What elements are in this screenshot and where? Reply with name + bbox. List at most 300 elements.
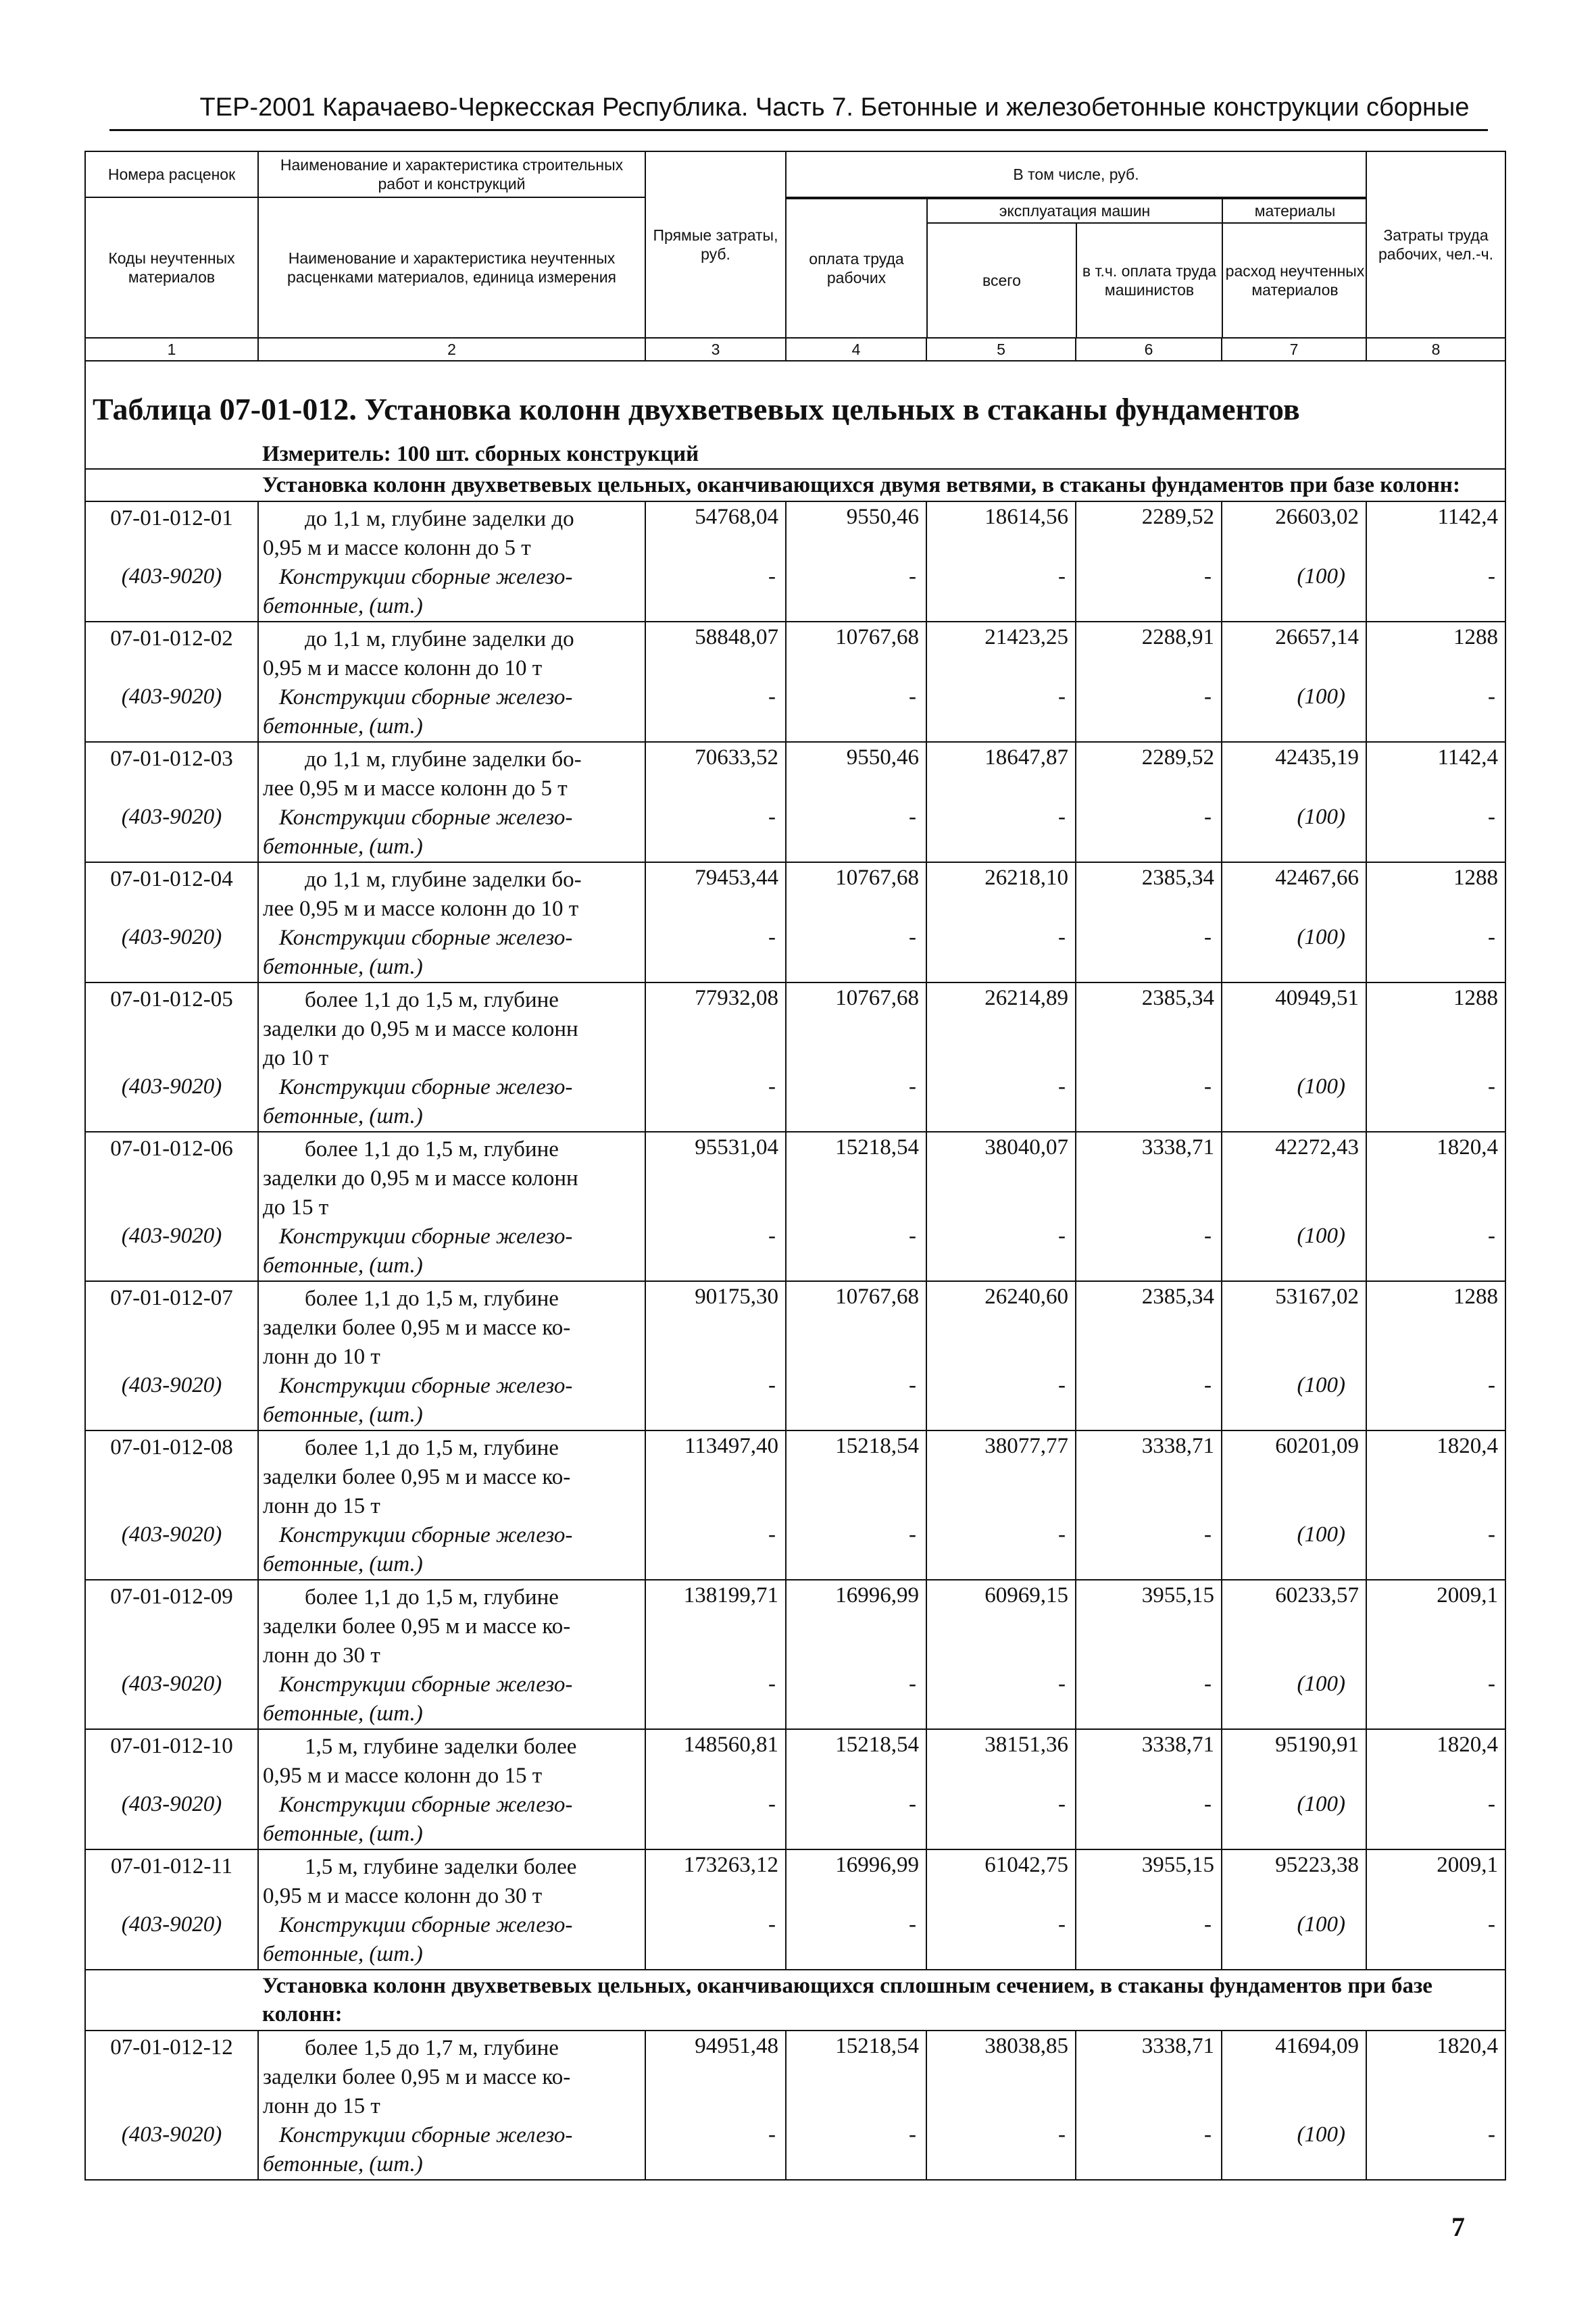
rate-description-line: 0,95 м и массе колонн до 10 т <box>263 656 543 681</box>
rate-description-line: до 10 т <box>263 1046 329 1071</box>
material-consumption: (100) <box>1222 1073 1366 1132</box>
rate-description-line: более 1,1 до 1,5 м, глубине <box>305 1287 559 1312</box>
material-description-line: бетонные, (шт.) <box>263 1253 423 1278</box>
labor-pay: 10767,68 <box>786 622 926 683</box>
direct-cost: 70633,52 <box>645 742 786 803</box>
material-row <box>85 924 1505 982</box>
rate-description <box>258 862 645 924</box>
rates-table <box>84 362 1506 2181</box>
machine-cost: 26214,89 <box>926 982 1076 1073</box>
header-rate-numbers: Номера расценок <box>85 151 258 197</box>
material-description-line: бетонные, (шт.) <box>263 1552 423 1577</box>
material-consumption: (100) <box>1222 2121 1366 2180</box>
machine-cost-dash: - <box>926 2121 1076 2180</box>
machine-cost: 18614,56 <box>926 501 1076 563</box>
direct-cost: 173263,12 <box>645 1849 786 1911</box>
rate-description <box>258 1849 645 1911</box>
material-description-line: бетонные, (шт.) <box>263 714 423 739</box>
material-row <box>85 1911 1505 1970</box>
material-description <box>258 1222 645 1281</box>
labor-pay: 15218,54 <box>786 1132 926 1222</box>
material-row <box>85 1073 1505 1132</box>
header-labor-pay: оплата труда рабочих <box>787 199 927 337</box>
rate-row <box>85 862 1505 924</box>
material-code: (403-9020) <box>85 563 258 622</box>
rate-code: 07-01-012-09 <box>85 1580 258 1670</box>
rate-row <box>85 982 1505 1073</box>
rate-description-line: заделки до 0,95 м и массе колонн <box>263 1017 578 1042</box>
labor-hours-dash: - <box>1366 924 1505 982</box>
direct-cost-dash: - <box>645 803 786 862</box>
labor-pay-dash: - <box>786 1521 926 1580</box>
labor-pay-dash: - <box>786 2121 926 2180</box>
machinist-pay: 3338,71 <box>1076 1430 1222 1521</box>
header-material-name: Наименование и характеристика неучтенных расценками материалов, единица измерения <box>258 197 645 338</box>
machinist-pay-dash: - <box>1076 924 1222 982</box>
material-description-line: Конструкции сборные железо- <box>279 2123 573 2148</box>
labor-hours-dash: - <box>1366 563 1505 622</box>
group-heading: Установка колонн двухветвевых цельных, оканчивающихся сплошным сечением, в стаканы фундаментов при базе колонн: <box>258 1970 1505 2031</box>
material-cost: 60233,57 <box>1222 1580 1366 1670</box>
labor-hours: 1820,4 <box>1366 1430 1505 1521</box>
machinist-pay: 2289,52 <box>1076 742 1222 803</box>
labor-hours-dash: - <box>1366 1372 1505 1430</box>
material-description-line: Конструкции сборные железо- <box>279 1075 573 1100</box>
labor-hours: 1820,4 <box>1366 2031 1505 2121</box>
material-row <box>85 1372 1505 1430</box>
group-heading-spacer <box>85 469 258 501</box>
rate-description <box>258 742 645 803</box>
rate-code: 07-01-012-01 <box>85 501 258 563</box>
machine-cost-dash: - <box>926 1670 1076 1729</box>
unit-measure: Измеритель: 100 шт. сборных конструкций <box>258 437 1505 469</box>
machinist-pay: 3338,71 <box>1076 1132 1222 1222</box>
header-material-codes: Коды неучтенных материалов <box>85 197 258 338</box>
labor-pay: 9550,46 <box>786 742 926 803</box>
material-description <box>258 683 645 742</box>
material-row <box>85 563 1505 622</box>
machine-cost-dash: - <box>926 1372 1076 1430</box>
rate-description-line: заделки более 0,95 м и массе ко- <box>263 1316 571 1341</box>
col-number-3: 3 <box>645 338 786 361</box>
direct-cost-dash: - <box>645 1073 786 1132</box>
machinist-pay-dash: - <box>1076 803 1222 862</box>
rate-code: 07-01-012-03 <box>85 742 258 803</box>
material-code: (403-9020) <box>85 1791 258 1849</box>
labor-pay: 10767,68 <box>786 862 926 924</box>
machine-cost-dash: - <box>926 1791 1076 1849</box>
material-cost: 40949,51 <box>1222 982 1366 1073</box>
rate-description-line: более 1,1 до 1,5 м, глубине <box>305 1436 559 1461</box>
rate-description <box>258 982 645 1073</box>
rate-row <box>85 1849 1505 1911</box>
labor-pay: 15218,54 <box>786 2031 926 2121</box>
machine-cost-dash: - <box>926 563 1076 622</box>
labor-hours: 2009,1 <box>1366 1849 1505 1911</box>
group-heading-spacer <box>85 1970 258 2031</box>
rate-row <box>85 1281 1505 1372</box>
material-code: (403-9020) <box>85 1521 258 1580</box>
material-row <box>85 1791 1505 1849</box>
machinist-pay: 3338,71 <box>1076 1729 1222 1791</box>
material-description <box>258 2121 645 2180</box>
material-description-line: Конструкции сборные железо- <box>279 1374 573 1399</box>
machinist-pay: 3955,15 <box>1076 1849 1222 1911</box>
col-number-7: 7 <box>1222 338 1366 361</box>
material-description-line: Конструкции сборные железо- <box>279 565 573 590</box>
rate-description-line: заделки более 0,95 м и массе ко- <box>263 2065 571 2090</box>
material-code: (403-9020) <box>85 1911 258 1970</box>
group-heading-row <box>85 469 1505 501</box>
rate-description-line: 0,95 м и массе колонн до 15 т <box>263 1764 543 1789</box>
labor-pay: 16996,99 <box>786 1849 926 1911</box>
machine-cost: 26218,10 <box>926 862 1076 924</box>
machinist-pay: 3338,71 <box>1076 2031 1222 2121</box>
machine-cost: 38077,77 <box>926 1430 1076 1521</box>
labor-hours-dash: - <box>1366 1073 1505 1132</box>
material-cost: 42272,43 <box>1222 1132 1366 1222</box>
rate-row <box>85 1729 1505 1791</box>
rate-description-line: лонн до 30 т <box>263 1643 380 1668</box>
labor-pay: 16996,99 <box>786 1580 926 1670</box>
running-head: ТЕР-2001 Карачаево-Черкесская Республика. Часть 7. Бетонные и железобетонные конструкции сборные <box>199 93 1470 122</box>
material-cost: 26657,14 <box>1222 622 1366 683</box>
material-code: (403-9020) <box>85 1670 258 1729</box>
labor-pay-dash: - <box>786 1670 926 1729</box>
direct-cost: 138199,71 <box>645 1580 786 1670</box>
rate-code: 07-01-012-11 <box>85 1849 258 1911</box>
labor-hours: 1288 <box>1366 982 1505 1073</box>
header-rule <box>109 129 1488 131</box>
direct-cost: 95531,04 <box>645 1132 786 1222</box>
material-code: (403-9020) <box>85 2121 258 2180</box>
material-cost: 95223,38 <box>1222 1849 1366 1911</box>
material-description-line: бетонные, (шт.) <box>263 1822 423 1847</box>
machinist-pay-dash: - <box>1076 2121 1222 2180</box>
header-labor-costs: Затраты труда рабочих, чел.-ч. <box>1366 151 1505 338</box>
rate-description-line: лонн до 15 т <box>263 1494 380 1519</box>
material-code: (403-9020) <box>85 803 258 862</box>
direct-cost-dash: - <box>645 1521 786 1580</box>
rate-description <box>258 622 645 683</box>
header-material-consumption: расход неучтенных материалов <box>1222 223 1367 337</box>
column-header-table <box>84 151 1506 362</box>
material-description-line: бетонные, (шт.) <box>263 1403 423 1428</box>
machinist-pay-dash: - <box>1076 1222 1222 1281</box>
direct-cost: 77932,08 <box>645 982 786 1073</box>
machine-cost: 38038,85 <box>926 2031 1076 2121</box>
machinist-pay: 2385,34 <box>1076 1281 1222 1372</box>
material-consumption: (100) <box>1222 1670 1366 1729</box>
rate-code: 07-01-012-02 <box>85 622 258 683</box>
direct-cost-dash: - <box>645 1670 786 1729</box>
machinist-pay-dash: - <box>1076 1521 1222 1580</box>
labor-pay-dash: - <box>786 1372 926 1430</box>
group-heading: Установка колонн двухветвевых цельных, оканчивающихся двумя ветвями, в стаканы фундаментов при базе колонн: <box>258 469 1505 501</box>
rate-code: 07-01-012-04 <box>85 862 258 924</box>
rate-code: 07-01-012-06 <box>85 1132 258 1222</box>
material-consumption: (100) <box>1222 1222 1366 1281</box>
col-number-8: 8 <box>1366 338 1505 361</box>
col-number-4: 4 <box>786 338 926 361</box>
labor-pay-dash: - <box>786 563 926 622</box>
material-consumption: (100) <box>1222 1791 1366 1849</box>
machine-cost-dash: - <box>926 1222 1076 1281</box>
material-cost: 60201,09 <box>1222 1430 1366 1521</box>
rate-description-line: до 15 т <box>263 1195 329 1220</box>
machinist-pay: 3955,15 <box>1076 1580 1222 1670</box>
material-description <box>258 924 645 982</box>
material-description-line: бетонные, (шт.) <box>263 2152 423 2177</box>
material-consumption: (100) <box>1222 563 1366 622</box>
rate-row <box>85 1132 1505 1222</box>
machine-cost: 26240,60 <box>926 1281 1076 1372</box>
material-cost: 26603,02 <box>1222 501 1366 563</box>
rate-description-line: 1,5 м, глубине заделки более <box>305 1735 577 1760</box>
direct-cost-dash: - <box>645 563 786 622</box>
group-heading-row <box>85 1970 1505 2031</box>
labor-hours-dash: - <box>1366 1222 1505 1281</box>
machinist-pay: 2289,52 <box>1076 501 1222 563</box>
material-description <box>258 1911 645 1970</box>
labor-hours: 1820,4 <box>1366 1729 1505 1791</box>
material-description-line: бетонные, (шт.) <box>263 1942 423 1967</box>
rate-description <box>258 2031 645 2121</box>
labor-hours-dash: - <box>1366 1791 1505 1849</box>
direct-cost: 58848,07 <box>645 622 786 683</box>
machine-cost-dash: - <box>926 683 1076 742</box>
machine-cost-dash: - <box>926 803 1076 862</box>
rate-description-line: до 1,1 м, глубине заделки бо- <box>305 747 582 772</box>
labor-hours: 1288 <box>1366 622 1505 683</box>
rate-description-line: лее 0,95 м и массе колонн до 5 т <box>263 776 568 801</box>
material-description <box>258 803 645 862</box>
labor-pay: 15218,54 <box>786 1430 926 1521</box>
material-consumption: (100) <box>1222 683 1366 742</box>
material-description-line: Конструкции сборные железо- <box>279 1672 573 1697</box>
labor-pay-dash: - <box>786 1073 926 1132</box>
rate-description-line: более 1,1 до 1,5 м, глубине <box>305 1585 559 1610</box>
rate-code: 07-01-012-12 <box>85 2031 258 2121</box>
header-machinist-pay: в т.ч. оплата труда машинистов <box>1076 223 1222 337</box>
material-row <box>85 1670 1505 1729</box>
header-work-name: Наименование и характеристика строительных работ и конструкций <box>258 151 645 197</box>
labor-hours: 1820,4 <box>1366 1132 1505 1222</box>
material-description-line: Конструкции сборные железо- <box>279 1793 573 1818</box>
rate-row <box>85 742 1505 803</box>
material-code: (403-9020) <box>85 1222 258 1281</box>
material-description <box>258 1372 645 1430</box>
rate-description-line: лонн до 10 т <box>263 1345 380 1370</box>
rate-row <box>85 622 1505 683</box>
material-description-line: Конструкции сборные железо- <box>279 685 573 710</box>
rate-description-line: 1,5 м, глубине заделки более <box>305 1855 577 1880</box>
material-code: (403-9020) <box>85 1073 258 1132</box>
direct-cost: 94951,48 <box>645 2031 786 2121</box>
rate-description-line: 0,95 м и массе колонн до 5 т <box>263 536 531 561</box>
machinist-pay: 2385,34 <box>1076 862 1222 924</box>
machinist-pay-dash: - <box>1076 1073 1222 1132</box>
direct-cost: 113497,40 <box>645 1430 786 1521</box>
material-description-line: бетонные, (шт.) <box>263 1701 423 1726</box>
labor-hours-dash: - <box>1366 2121 1505 2180</box>
material-code: (403-9020) <box>85 1372 258 1430</box>
machine-cost-dash: - <box>926 924 1076 982</box>
labor-pay: 10767,68 <box>786 1281 926 1372</box>
col-number-6: 6 <box>1076 338 1222 361</box>
material-description <box>258 1073 645 1132</box>
material-description <box>258 1521 645 1580</box>
machine-cost: 60969,15 <box>926 1580 1076 1670</box>
rate-description-line: заделки более 0,95 м и массе ко- <box>263 1614 571 1639</box>
material-consumption: (100) <box>1222 1372 1366 1430</box>
rate-description-line: заделки более 0,95 м и массе ко- <box>263 1465 571 1490</box>
material-cost: 41694,09 <box>1222 2031 1366 2121</box>
header-subtable <box>787 198 1367 337</box>
labor-hours-dash: - <box>1366 683 1505 742</box>
rates-document <box>84 151 1505 2181</box>
rate-description <box>258 1729 645 1791</box>
material-consumption: (100) <box>1222 924 1366 982</box>
machinist-pay-dash: - <box>1076 683 1222 742</box>
direct-cost: 90175,30 <box>645 1281 786 1372</box>
col-number-1: 1 <box>85 338 258 361</box>
labor-pay-dash: - <box>786 683 926 742</box>
labor-pay: 15218,54 <box>786 1729 926 1791</box>
labor-hours: 1142,4 <box>1366 742 1505 803</box>
material-consumption: (100) <box>1222 803 1366 862</box>
header-materials: материалы <box>1222 199 1367 223</box>
labor-hours-dash: - <box>1366 1670 1505 1729</box>
machine-cost-dash: - <box>926 1073 1076 1132</box>
material-cost: 42467,66 <box>1222 862 1366 924</box>
machine-cost: 21423,25 <box>926 622 1076 683</box>
table-title: Таблица 07-01-012. Установка колонн двухветвевых цельных в стаканы фундаментов <box>85 362 1505 437</box>
rate-description <box>258 501 645 563</box>
machine-cost: 38151,36 <box>926 1729 1076 1791</box>
material-description-line: бетонные, (шт.) <box>263 955 423 980</box>
rate-code: 07-01-012-10 <box>85 1729 258 1791</box>
machine-cost-dash: - <box>926 1521 1076 1580</box>
material-consumption: (100) <box>1222 1521 1366 1580</box>
material-description <box>258 1791 645 1849</box>
rate-description-line: 0,95 м и массе колонн до 30 т <box>263 1884 543 1909</box>
labor-hours: 2009,1 <box>1366 1580 1505 1670</box>
rate-row <box>85 1430 1505 1521</box>
material-row <box>85 1222 1505 1281</box>
rate-description-line: заделки до 0,95 м и массе колонн <box>263 1166 578 1191</box>
direct-cost-dash: - <box>645 1372 786 1430</box>
material-description-line: Конструкции сборные железо- <box>279 1224 573 1249</box>
rate-description-line: более 1,1 до 1,5 м, глубине <box>305 988 559 1013</box>
material-row <box>85 1521 1505 1580</box>
rate-description-line: более 1,1 до 1,5 м, глубине <box>305 1137 559 1162</box>
labor-pay-dash: - <box>786 1791 926 1849</box>
labor-pay-dash: - <box>786 1911 926 1970</box>
direct-cost-dash: - <box>645 924 786 982</box>
header-machine-total: всего <box>927 223 1076 337</box>
material-consumption: (100) <box>1222 1911 1366 1970</box>
col-number-2: 2 <box>258 338 645 361</box>
rate-description <box>258 1132 645 1222</box>
machinist-pay-dash: - <box>1076 1372 1222 1430</box>
material-description-line: бетонные, (шт.) <box>263 1104 423 1129</box>
header-direct-costs: Прямые затраты, руб. <box>645 151 786 338</box>
material-description-line: Конструкции сборные железо- <box>279 1523 573 1548</box>
rate-code: 07-01-012-08 <box>85 1430 258 1521</box>
rate-row <box>85 1580 1505 1670</box>
labor-pay: 10767,68 <box>786 982 926 1073</box>
material-description-line: Конструкции сборные железо- <box>279 805 573 830</box>
rate-description-line: до 1,1 м, глубине заделки до <box>305 507 574 532</box>
machine-cost: 18647,87 <box>926 742 1076 803</box>
machine-cost: 61042,75 <box>926 1849 1076 1911</box>
material-cost: 95190,91 <box>1222 1729 1366 1791</box>
page-number: 7 <box>1451 2212 1465 2242</box>
machinist-pay: 2288,91 <box>1076 622 1222 683</box>
material-description-line: Конструкции сборные железо- <box>279 1913 573 1938</box>
machinist-pay-dash: - <box>1076 563 1222 622</box>
material-description-line: Конструкции сборные железо- <box>279 926 573 951</box>
labor-hours: 1288 <box>1366 1281 1505 1372</box>
direct-cost: 148560,81 <box>645 1729 786 1791</box>
rate-description-line: лее 0,95 м и массе колонн до 10 т <box>263 897 579 922</box>
direct-cost-dash: - <box>645 1791 786 1849</box>
labor-hours-dash: - <box>1366 803 1505 862</box>
header-machine-operation: эксплуатация машин <box>927 199 1222 223</box>
direct-cost: 79453,44 <box>645 862 786 924</box>
machine-cost: 38040,07 <box>926 1132 1076 1222</box>
direct-cost-dash: - <box>645 683 786 742</box>
machinist-pay-dash: - <box>1076 1670 1222 1729</box>
labor-pay-dash: - <box>786 924 926 982</box>
rate-description-line: до 1,1 м, глубине заделки до <box>305 627 574 652</box>
material-row <box>85 683 1505 742</box>
direct-cost-dash: - <box>645 1222 786 1281</box>
machine-cost-dash: - <box>926 1911 1076 1970</box>
direct-cost-dash: - <box>645 1911 786 1970</box>
labor-pay: 9550,46 <box>786 501 926 563</box>
labor-pay-dash: - <box>786 803 926 862</box>
direct-cost: 54768,04 <box>645 501 786 563</box>
material-row <box>85 2121 1505 2180</box>
material-cost: 42435,19 <box>1222 742 1366 803</box>
header-including: В том числе, руб. <box>786 151 1366 197</box>
direct-cost-dash: - <box>645 2121 786 2180</box>
rate-description-line: лонн до 15 т <box>263 2094 380 2119</box>
material-code: (403-9020) <box>85 924 258 982</box>
rate-description <box>258 1430 645 1521</box>
rate-description <box>258 1281 645 1372</box>
material-code: (403-9020) <box>85 683 258 742</box>
machinist-pay-dash: - <box>1076 1791 1222 1849</box>
col-number-5: 5 <box>926 338 1076 361</box>
material-cost: 53167,02 <box>1222 1281 1366 1372</box>
machinist-pay-dash: - <box>1076 1911 1222 1970</box>
rate-row <box>85 2031 1505 2121</box>
material-description-line: бетонные, (шт.) <box>263 594 423 619</box>
material-row <box>85 803 1505 862</box>
rate-code: 07-01-012-05 <box>85 982 258 1073</box>
rate-description-line: более 1,5 до 1,7 м, глубине <box>305 2036 559 2061</box>
material-description <box>258 563 645 622</box>
material-description <box>258 1670 645 1729</box>
rate-description <box>258 1580 645 1670</box>
rate-description-line: до 1,1 м, глубине заделки бо- <box>305 868 582 893</box>
labor-hours: 1288 <box>1366 862 1505 924</box>
machinist-pay: 2385,34 <box>1076 982 1222 1073</box>
labor-hours: 1142,4 <box>1366 501 1505 563</box>
